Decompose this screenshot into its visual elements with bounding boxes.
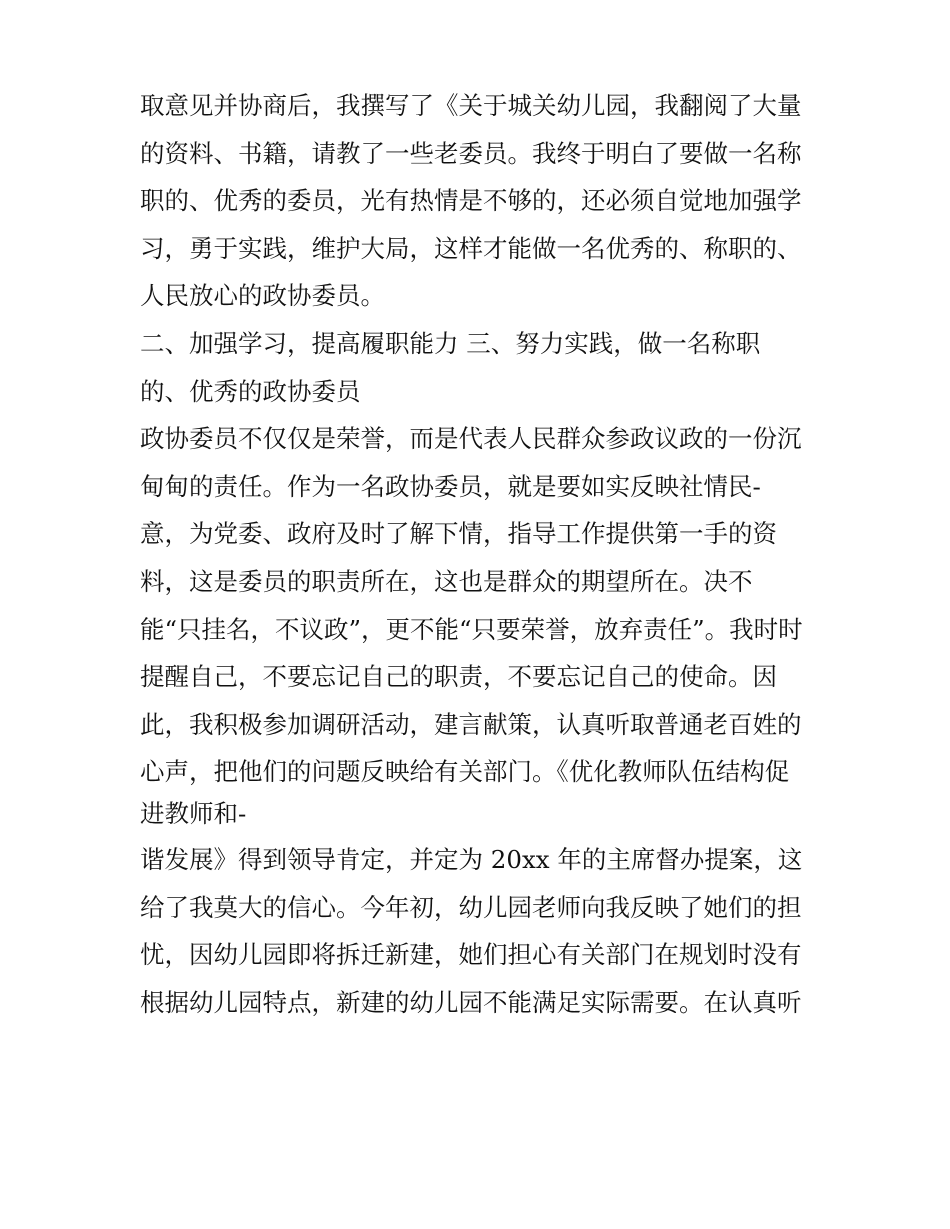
text-line: 人民放心的政协委员。 bbox=[140, 281, 385, 311]
text-line: 此，我积极参加调研活动，建言献策，认真听取普通老百姓的 bbox=[140, 709, 802, 739]
text-line: 的资料、书籍，请教了一些老委员。我终于明白了要做一名称 bbox=[140, 138, 802, 168]
text-line: 谐发展》得到领导肯定，并定为 20xx 年的主席督办提案，这 bbox=[140, 844, 803, 874]
text-line: 根据幼儿园特点，新建的幼儿园不能满足实际需要。在认真听 bbox=[140, 987, 802, 1017]
text-line: 意，为党委、政府及时了解下情，指导工作提供第一手的资 bbox=[140, 519, 777, 549]
text-line: 习，勇于实践，维护大局，这样才能做一名优秀的、称职的、 bbox=[140, 233, 802, 263]
text-line: 提醒自己，不要忘记自己的职责，不要忘记自己的使命。因 bbox=[140, 662, 777, 692]
body-text bbox=[140, 82, 820, 1026]
text-line: 能“只挂名，不议政”，更不能“只要荣誉，放弃责任”。我时时 bbox=[140, 614, 803, 644]
text-line: 给了我莫大的信心。今年初，幼儿园老师向我反映了她们的担 bbox=[140, 892, 802, 922]
text-line: 忧，因幼儿园即将拆迁新建，她们担心有关部门在规划时没有 bbox=[140, 940, 802, 970]
text-line: 甸甸的责任。作为一名政协委员，就是要如实反映社情民- bbox=[140, 471, 761, 501]
section-heading-line: 的、优秀的政协委员 bbox=[140, 376, 361, 406]
section-heading-line: 二、加强学习，提高履职能力 三、努力实践，做一名称职 bbox=[140, 328, 761, 358]
text-line: 政协委员不仅仅是荣誉，而是代表人民群众参政议政的一份沉 bbox=[140, 424, 802, 454]
text-line: 进教师和- bbox=[140, 798, 247, 828]
text-line: 心声，把他们的问题反映给有关部门。《优化教师队伍结构促 bbox=[140, 757, 790, 787]
text-line: 料，这是委员的职责所在，这也是群众的期望所在。决不 bbox=[140, 566, 753, 596]
text-line: 取意见并协商后，我撰写了《关于城关幼儿园，我翻阅了大量 bbox=[140, 91, 802, 120]
text-line: 职的、优秀的委员，光有热情是不够的，还必须自觉地加强学 bbox=[140, 186, 802, 216]
